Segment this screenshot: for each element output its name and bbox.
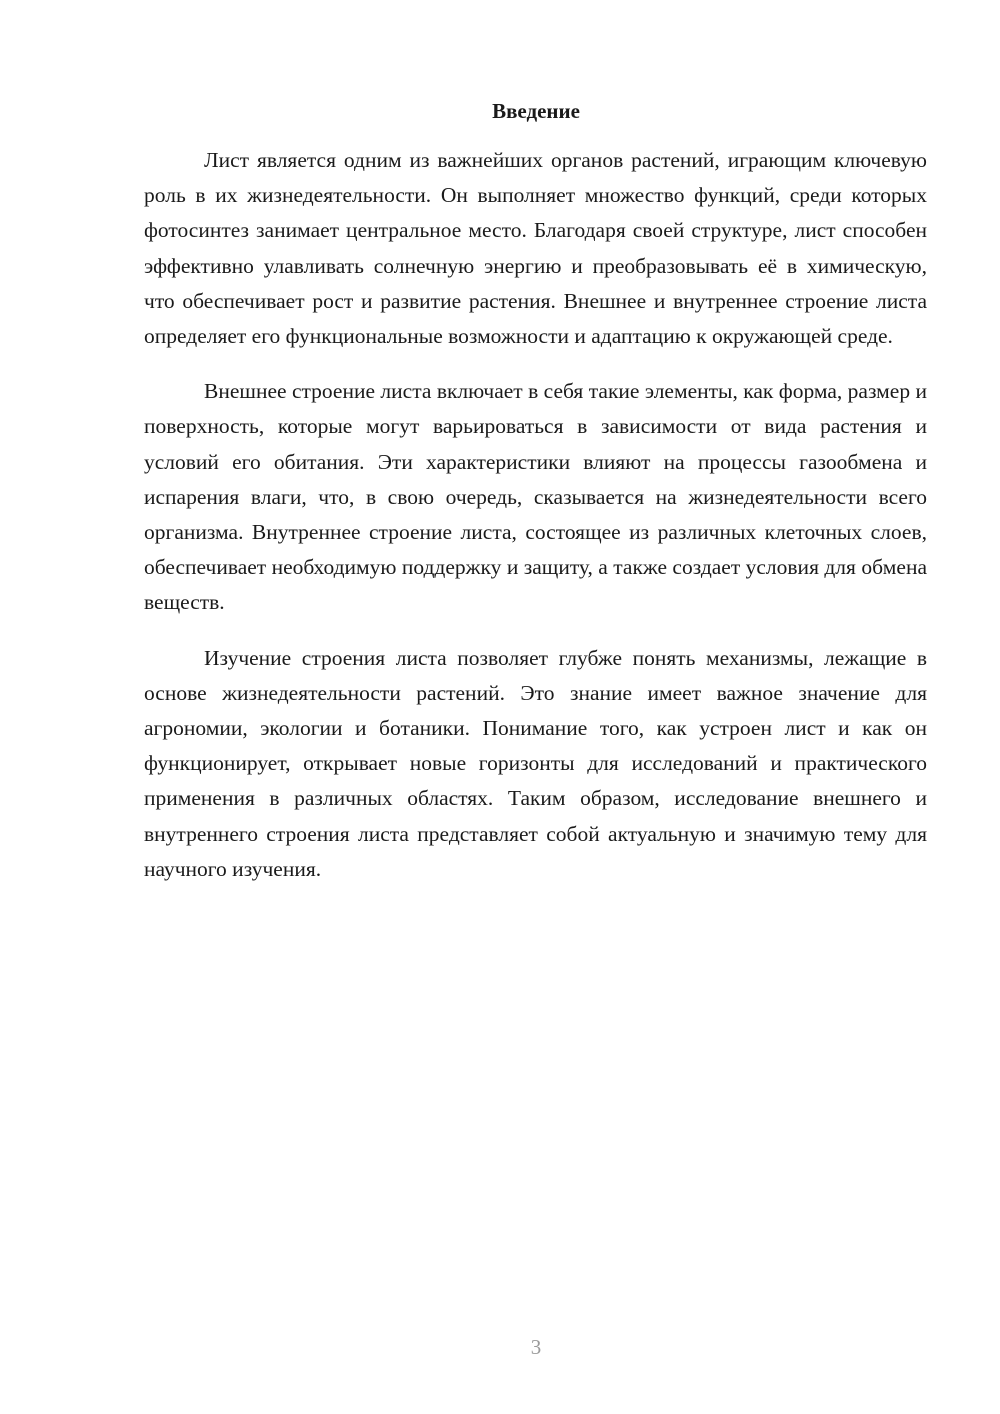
page-title: Введение [492,99,580,123]
document-body [144,143,927,907]
paragraph-3: Изучение строения листа позволяет глубже понять механизмы, лежащие в основе жизнедеятельности растений. Это знание имеет важное значение для агрономии, экологии и ботаники. Понимание того, как устроен лист и как он функционирует, открывает новые горизонты для исследований и практического применения в различных областях. Таким образом, исследование внешнего и внутреннего строения листа представляет собой актуальную и значимую тему для научного изучения. [144,645,927,881]
page-number: 3 [530,1335,542,1359]
paragraph-2: Внешнее строение листа включает в себя такие элементы, как форма, размер и поверхность, которые могут варьироваться в зависимости от вида растения и условий его обитания. Эти характеристики влияют на процессы газообмена и испарения влаги, что, в свою очередь, сказывается на жизнедеятельности всего организма. Внутреннее строение листа, состоящее из различных клеточных слоев, обеспечивает необходимую поддержку и защиту, а также создает условия для обмена веществ. [144,379,927,615]
paragraph-1: Лист является одним из важнейших органов растений, играющим ключевую роль в их жизнедеятельности. Он выполняет множество функций, среди которых фотосинтез занимает центральное место. Благодаря своей структуре, лист способен эффективно улавливать солнечную энергию и преобразовывать её в химическую, что обеспечивает рост и развитие растения. Внешнее и внутреннее строение листа определяет его функциональные возможности и адаптацию к окружающей среде. [144,148,927,349]
